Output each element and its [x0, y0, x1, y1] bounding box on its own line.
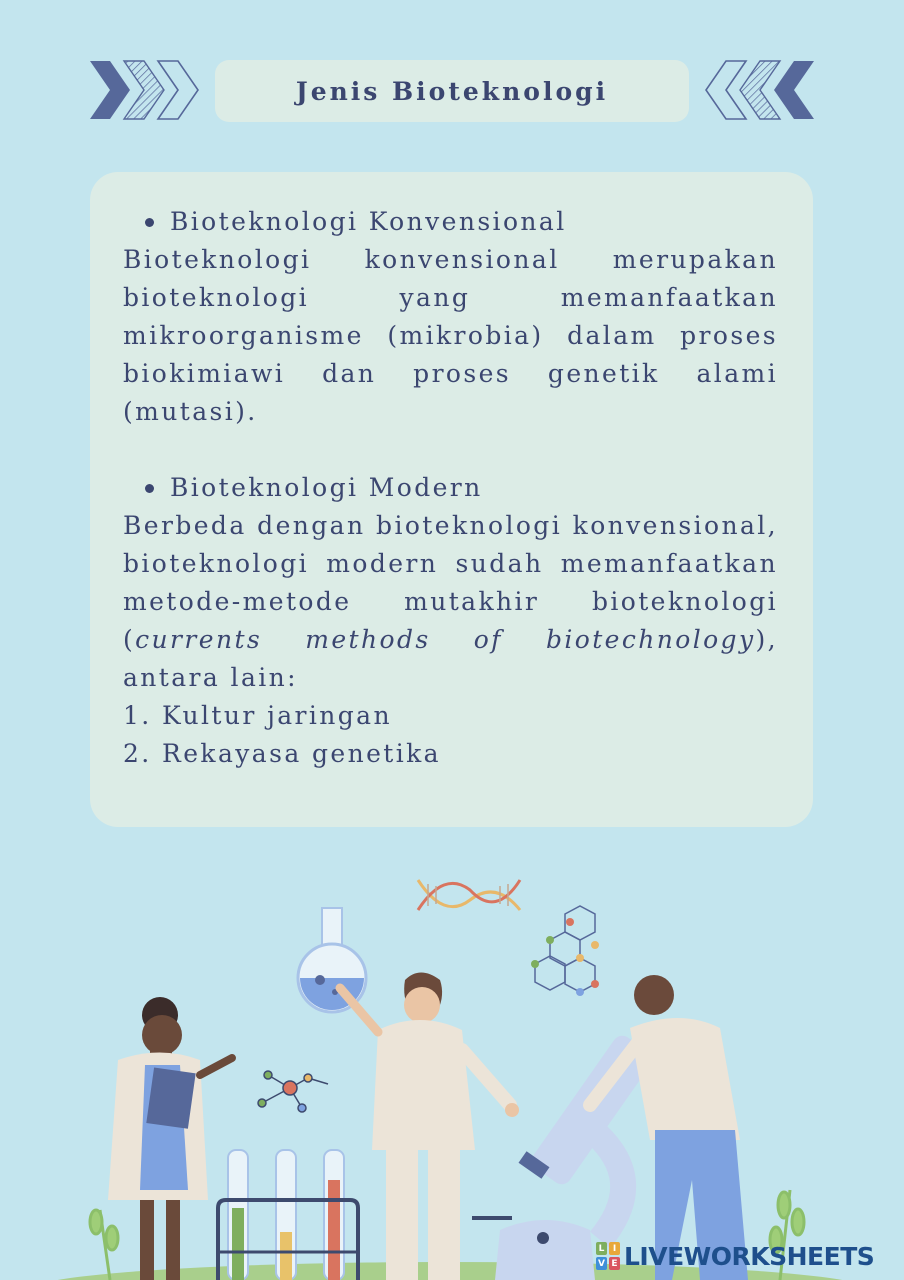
- section-heading-modern: Bioteknologi Modern: [145, 469, 778, 507]
- logo-mark-icon: L I V E: [596, 1242, 620, 1270]
- page-title: Jenis Bioteknologi: [295, 76, 609, 106]
- chevron-left-arrows-icon: [704, 58, 816, 122]
- small-molecule-icon: [258, 1071, 328, 1112]
- bullet-dot: [145, 484, 154, 493]
- bullet-dot: [145, 218, 154, 227]
- liveworksheets-logo: [596, 1240, 874, 1272]
- section-heading-konvensional: Bioteknologi Konvensional: [145, 203, 778, 241]
- list-item: 1. Kultur jaringan: [123, 701, 392, 730]
- scientists-lab-illustration: [0, 860, 904, 1280]
- title-banner: [215, 60, 689, 122]
- italic-phrase: currents methods of biotechnology: [135, 625, 756, 654]
- dna-icon: [418, 880, 520, 910]
- man-scientist-center: [340, 973, 519, 1280]
- content-text: [123, 203, 778, 773]
- flask-icon: [298, 908, 366, 1012]
- section-body-konvensional: Bioteknologi konvensional merupakan bioteknologi yang memanfaatkan mikroorganisme (mikrobia) dalam proses biokimiawi dan proses genetik alami (mutasi).: [123, 245, 778, 426]
- chevron-right-arrows-icon: [88, 58, 200, 122]
- test-tubes-icon: [218, 1150, 358, 1280]
- logo-text: LIVEWORKSHEETS: [624, 1241, 875, 1271]
- woman-scientist: [108, 997, 232, 1280]
- list-item: 2. Rekayasa genetika: [123, 739, 441, 768]
- molecule-icon: [531, 906, 599, 996]
- section-body-modern: Berbeda dengan bioteknologi konvensional, bioteknologi modern sudah memanfaatkan metode-metode mutakhir bioteknologi (currents methods of biotechnology), antara lain:: [123, 511, 778, 692]
